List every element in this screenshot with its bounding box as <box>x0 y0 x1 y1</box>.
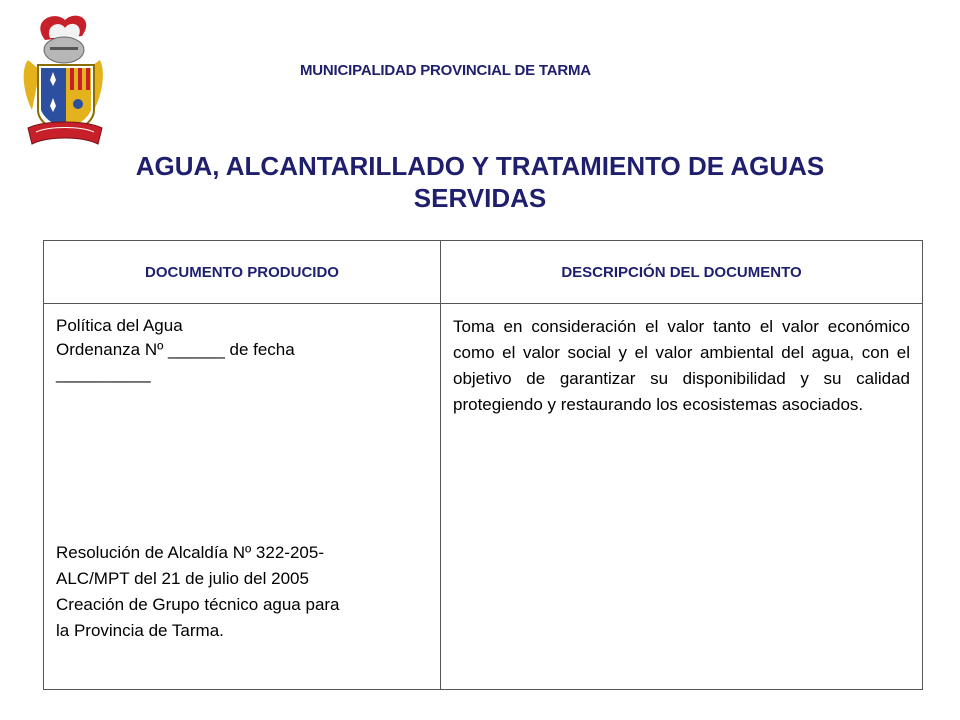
resolution-line: ALC/MPT del 21 de julio del 2005 <box>56 569 309 588</box>
ordinance-line: Ordenanza Nº ______ de fecha <box>56 340 295 359</box>
resolution-block <box>56 540 430 644</box>
municipality-name: MUNICIPALIDAD PROVINCIAL DE TARMA <box>300 62 591 79</box>
header-descripcion-documento: DESCRIPCIÓN DEL DOCUMENTO <box>441 241 923 304</box>
document-description: Toma en consideración el valor tanto el valor económico como el valor social y el valor ambiental del agua, con el objetivo de garantizar su disponibilidad y su calidad protegiendo y restaurando los ecosistemas asociados. <box>453 317 910 414</box>
document-title: Política del Agua <box>56 316 183 335</box>
resolution-line: Creación de Grupo técnico agua para <box>56 595 340 614</box>
table-row <box>44 304 923 690</box>
ordinance-date-blank: __________ <box>56 364 151 383</box>
table-header-row <box>44 241 923 304</box>
resolution-line: Resolución de Alcaldía Nº 322-205- <box>56 543 324 562</box>
crest-icon <box>10 10 110 150</box>
resolution-line: la Provincia de Tarma. <box>56 621 224 640</box>
document-cell <box>44 304 441 690</box>
documents-table <box>43 240 923 690</box>
municipal-crest-logo <box>10 10 110 150</box>
page-title: AGUA, ALCANTARILLADO Y TRATAMIENTO DE AGUAS SERVIDAS <box>135 151 825 213</box>
description-cell <box>441 304 923 690</box>
header-documento-producido: DOCUMENTO PRODUCIDO <box>44 241 441 304</box>
